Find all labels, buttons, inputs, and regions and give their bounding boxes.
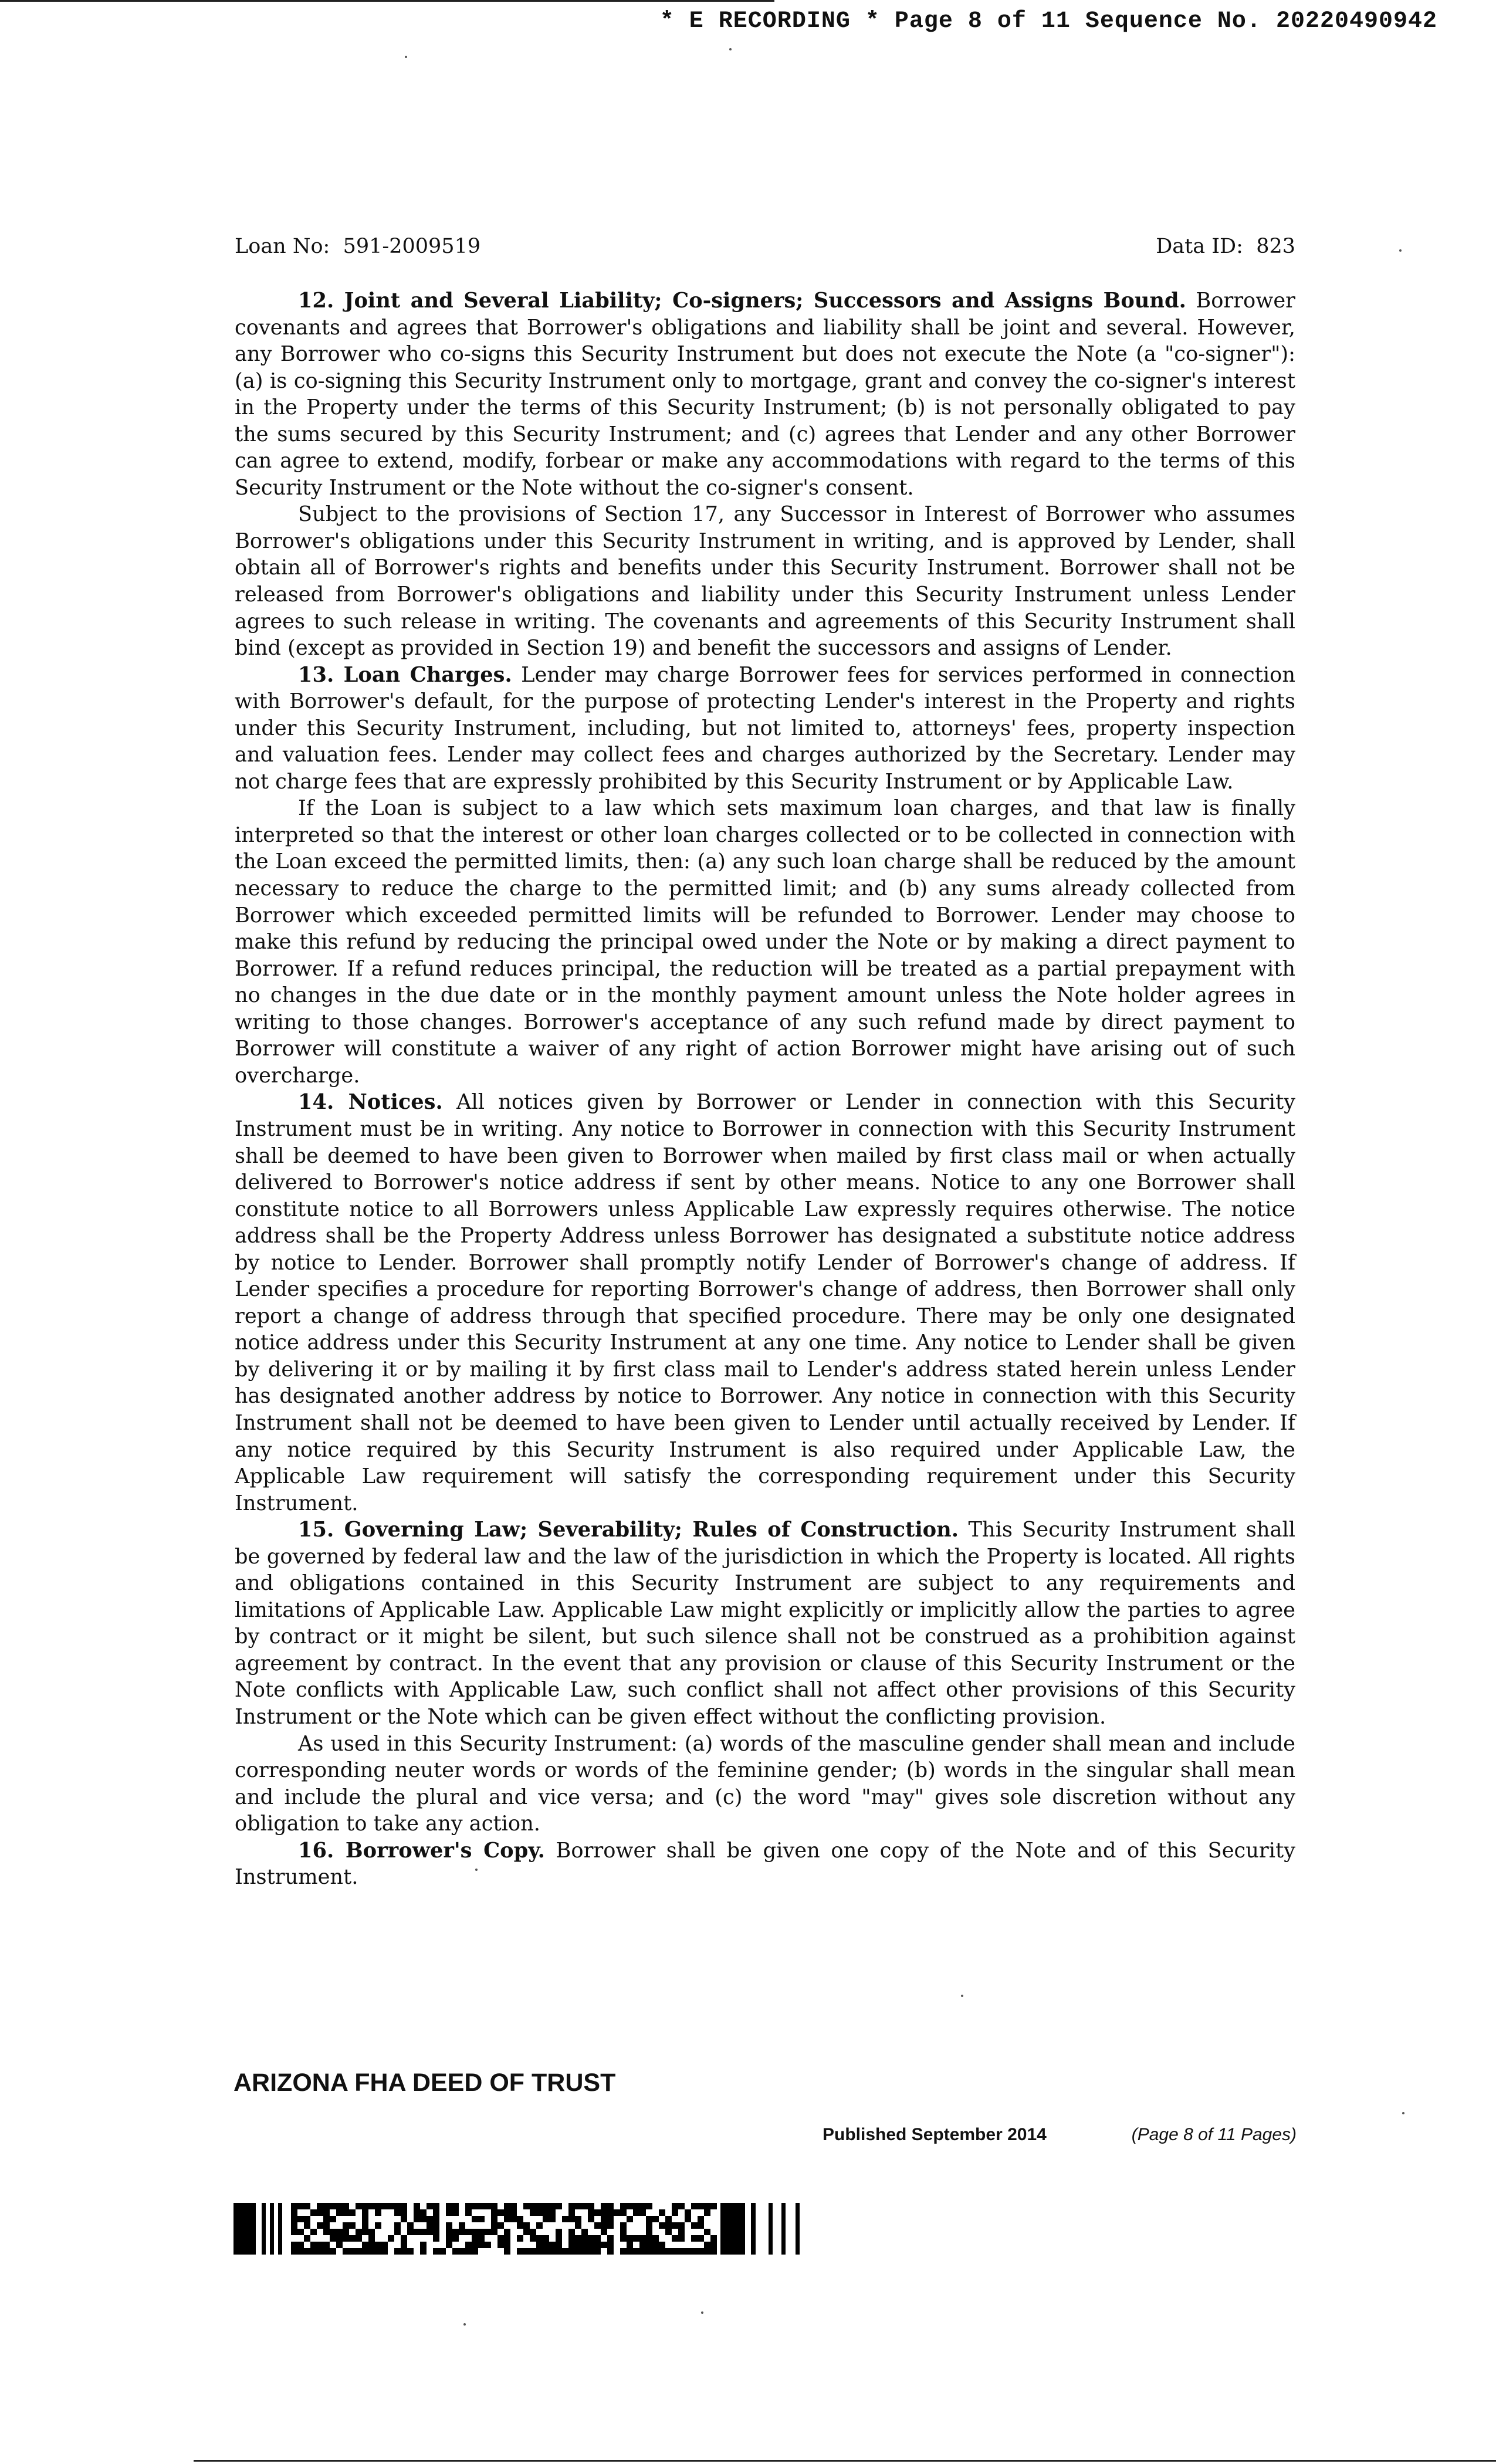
section-13-paragraph-2: If the Loan is subject to a law which sets maximum loan charges, and that law is finally interpreted so that the interest or other loan charges collected or to be collected in connection with the Loan exceed the permitted limits, then: (a) any such loan charge shall be reduced by the amount necessary to reduce the charge to the permitted limit; and (b) any sums already collected from Borrower which exceeded permitted limits will be refunded to Borrower. Lender may choose to make this refund by reducing the principal owed under the Note or by making a direct payment to Borrower. If a refund reduces principal, the reduction will be treated as a partial prepayment with no changes in the due date or in the monthly payment amount unless the Note holder agrees in writing to those changes. Borrower's acceptance of any such refund made by direct payment to Borrower will constitute a waiver of any right of action Borrower might have arising out of such overcharge.	[235, 796, 1295, 1088]
loan-number-label: Loan No:	[235, 235, 330, 258]
data-id-value: 823	[1256, 235, 1295, 258]
document-barcode	[233, 2203, 805, 2255]
form-title: ARIZONA FHA DEED OF TRUST	[233, 2069, 616, 2097]
section-14-text-1: All notices given by Borrower or Lender in connection with this Security Instrument must be in writing. Any notice to Borrower in connection with this Security Instrument shall be deemed to have been given to Borrower when mailed by first class mail or when actually delivered to Borrower's notice address if sent by other means. Notice to any one Borrower shall constitute notice to all Borrowers unless Applicable Law expressly requires otherwise. The notice address shall be the Property Address unless Borrower has designated a substitute notice address by notice to Lender. Borrower shall promptly notify Lender of Borrower's change of address. If Lender specifies a procedure for reporting Borrower's change of address, then Borrower shall only report a change of address through that specified procedure. There may be only one designated notice address under this Security Instrument at any one time. Any notice to Lender shall be given by delivering it or by mailing it by first class mail to Lender's address stated herein unless Lender has designated another address by notice to Borrower. Any notice in connection with this Security Instrument shall not be deemed to have been given to Lender until actually received by Lender. If any notice required by this Security Instrument is also required under Applicable Law, the Applicable Law requirement will satisfy the corresponding requirement under this Security Instrument.	[235, 1090, 1295, 1515]
scan-speck	[1399, 249, 1402, 252]
section-13-text-1: Lender may charge Borrower fees for services performed in connection with Borrower's default, for the purpose of protecting Lender's interest in the Property and rights under this Security Instrument, including, but not limited to, attorneys' fees, property inspection and valuation fees. Lender may collect fees and charges authorized by the Secretary. Lender may not charge fees that are expressly prohibited by this Security Instrument or by Applicable Law.	[235, 662, 1295, 794]
section-14-heading: 14. Notices.	[298, 1090, 443, 1115]
section-12-paragraph-1	[235, 287, 1295, 501]
scan-speck	[701, 2311, 703, 2314]
section-12-paragraph-2: Subject to the provisions of Section 17, any Successor in Interest of Borrower who assumes Borrower's obligations under this Security Instrument in writing, and is approved by Lender, shall obtain all of Borrower's rights and benefits under this Security Instrument. Borrower shall not be released from Borrower's obligations and liability under this Security Instrument unless Lender agrees to such release in writing. The covenants and agreements of this Security Instrument shall bind (except as provided in Section 19) and benefit the successors and assigns of Lender.	[235, 502, 1295, 661]
scan-speck	[729, 48, 732, 50]
scan-speck	[1402, 2112, 1404, 2114]
section-15-text-1: This Security Instrument shall be governed by federal law and the law of the jurisdiction in which the Property is located. All rights and obligations contained in this Security Instrument are subject to any requirements and limitations of Applicable Law. Applicable Law might explicitly or implicitly allow the parties to agree by contract or it might be silent, but such silence shall not be construed as a prohibition against agreement by contract. In the event that any provision or clause of this Security Instrument or the Note conflicts with Applicable Law, such conflict shall not affect other provisions of this Security Instrument or the Note which can be given effect without the conflicting provision.	[235, 1518, 1296, 1729]
page-count: (Page 8 of 11 Pages)	[1131, 2125, 1297, 2144]
section-15-paragraph-2: As used in this Security Instrument: (a) words of the masculine gender shall mean and include corresponding neuter words or words of the feminine gender; (b) words in the singular shall mean and include the plural and vice versa; and (c) the word "may" gives sole discretion without any obligation to take any action.	[235, 1731, 1295, 1836]
section-15-heading: 15. Governing Law; Severability; Rules of Construction.	[298, 1518, 959, 1542]
bottom-rule	[194, 2460, 1496, 2462]
section-16-paragraph-1	[235, 1837, 1295, 1891]
scan-speck	[405, 56, 407, 58]
section-16-heading: 16. Borrower's Copy.	[298, 1838, 545, 1863]
loan-number	[235, 235, 480, 258]
data-id	[1156, 233, 1295, 259]
scan-speck	[463, 2323, 466, 2326]
section-16-text-1: Borrower shall be given one copy of the Note and of this Security Instrument.	[235, 1838, 1296, 1890]
document-body	[235, 287, 1295, 1891]
recording-header: * E RECORDING * Page 8 of 11 Sequence No. 20220490942	[659, 8, 1437, 35]
section-15-paragraph-1	[235, 1517, 1295, 1730]
scan-speck	[961, 1995, 963, 1997]
data-id-label: Data ID:	[1156, 235, 1243, 258]
published-date: Published September 2014	[823, 2125, 1047, 2144]
section-13-heading: 13. Loan Charges.	[298, 662, 512, 687]
loan-number-value: 591-2009519	[343, 235, 481, 258]
loan-info-line	[235, 233, 1295, 259]
top-rule	[0, 0, 774, 2]
section-12-text-1: Borrower covenants and agrees that Borrower's obligations and liability shall be joint and several. However, any Borrower who co-signs this Security Instrument but does not execute the Note (a "co-signer"): (a) is co-signing this Security Instrument only to mortgage, grant and convey the co-signer's interest in the Property under the terms of this Security Instrument; (b) is not personally obligated to pay the sums secured by this Security Instrument; and (c) agrees that Lender and any other Borrower can agree to extend, modify, forbear or make any accommodations with regard to the terms of this Security Instrument or the Note without the co-signer's consent.	[235, 289, 1295, 500]
scan-speck	[475, 1869, 478, 1871]
section-12-heading: 12. Joint and Several Liability; Co-signers; Successors and Assigns Bound.	[298, 289, 1186, 313]
section-14-paragraph-1	[235, 1089, 1295, 1517]
section-13-paragraph-1	[235, 662, 1295, 796]
